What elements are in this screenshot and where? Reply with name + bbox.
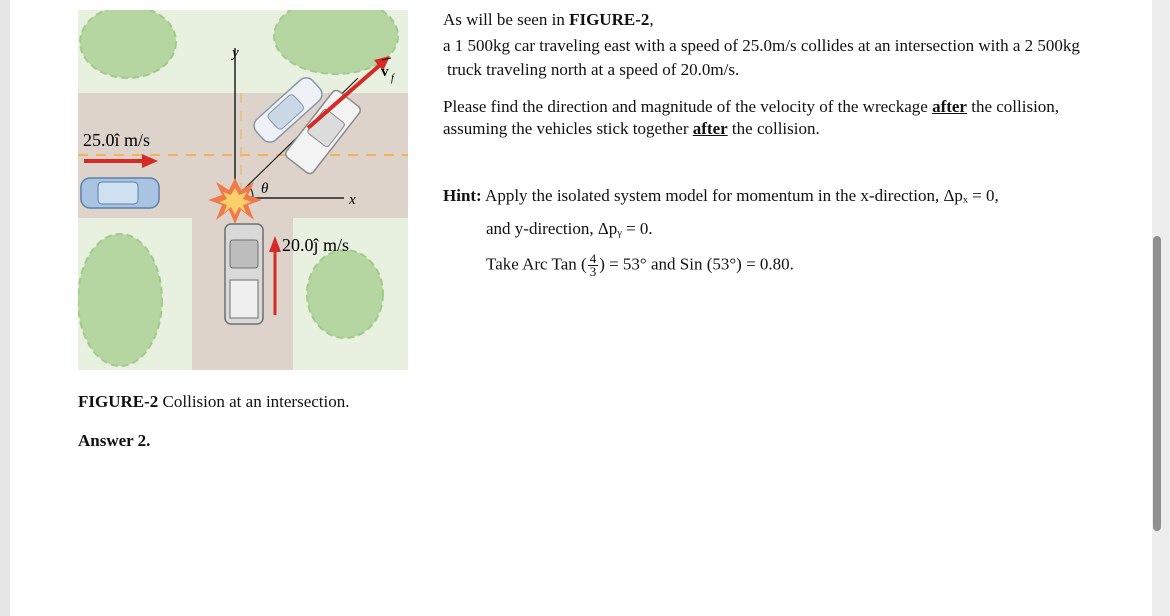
final-velocity-subscript: f xyxy=(391,73,394,84)
truck xyxy=(225,224,263,324)
tree-bottom-left xyxy=(78,234,162,366)
problem-line-5-text: assuming the vehicles stick together xyxy=(443,119,693,138)
problem-line-5-end: the collision. xyxy=(727,119,820,138)
problem-line-4-text: Please find the direction and magnitude of the velocity of the wreckage xyxy=(443,97,933,116)
final-velocity-label: v xyxy=(381,64,389,80)
problem-line-1-text: As will be seen in xyxy=(443,10,570,29)
problem-line-3-text: truck traveling north at a speed of xyxy=(447,60,681,79)
fraction-numerator: 4 xyxy=(589,251,597,266)
problem-line-4 xyxy=(443,96,1059,118)
hint-line-2: and y-direction, Δpᵧ = 0. xyxy=(486,219,653,238)
problem-line-2: a 1 500kg car traveling east with a speed of 25.0m/s collides at an intersection with a 2 500kg xyxy=(443,36,1080,55)
y-axis-label: y xyxy=(232,45,239,61)
car xyxy=(81,178,159,208)
answer-label: Answer 2. xyxy=(78,431,151,450)
hint-line-1 xyxy=(443,185,999,207)
problem-line-5 xyxy=(443,118,820,140)
car-velocity-label: 25.0î m/s xyxy=(83,130,151,150)
emphasis-after-1: after xyxy=(932,97,967,116)
figure-caption-text: Collision at an intersection. xyxy=(158,392,350,411)
problem-line-4-end: the collision, xyxy=(966,97,1060,116)
tree-bottom-right xyxy=(307,250,383,338)
figure-reference: FIGURE-2 xyxy=(569,10,650,29)
truck-speed: 20.0m/s. xyxy=(680,60,740,79)
figure-caption-label: FIGURE-2 xyxy=(78,392,159,411)
hint-line-3-end: ) = 53° and Sin (53°) = 0.80. xyxy=(599,254,794,274)
problem-line-3 xyxy=(447,59,739,81)
hint-line-3 xyxy=(486,253,794,278)
problem-line-1-end: , xyxy=(649,10,654,29)
hint-label: Hint: xyxy=(443,186,482,205)
x-axis-label: x xyxy=(349,192,356,208)
problem-line-1 xyxy=(443,9,654,31)
truck-velocity-label: 20.0ĵ m/s xyxy=(282,235,350,255)
scrollbar-thumb[interactable] xyxy=(1153,236,1161,531)
figure-caption xyxy=(78,392,350,412)
hint-line-3-text: Take Arc Tan ( xyxy=(486,254,587,274)
collision-figure xyxy=(78,10,408,370)
fraction xyxy=(588,253,599,278)
emphasis-after-2: after xyxy=(692,119,728,138)
theta-label: θ xyxy=(261,181,269,197)
fraction-denominator: 3 xyxy=(589,264,597,279)
hint-line-1-text: Apply the isolated system model for momentum in the x-direction, Δpₓ = 0, xyxy=(481,186,999,205)
